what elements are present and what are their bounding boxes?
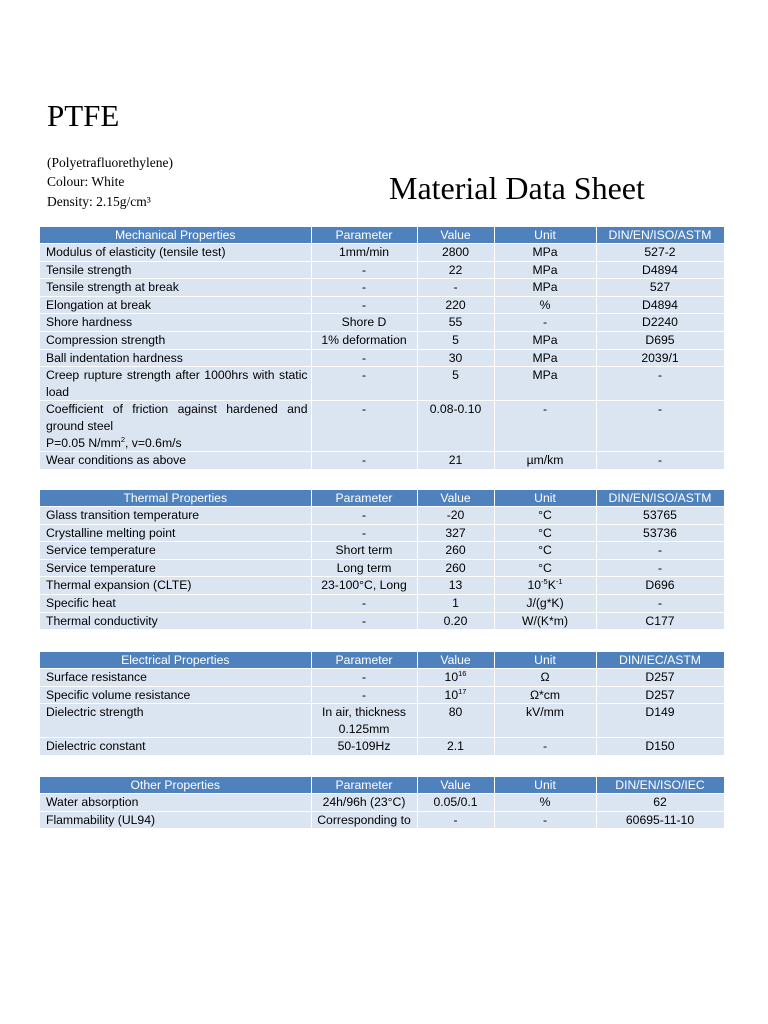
material-colour: Colour: White [47,174,125,189]
table-header-row [40,777,724,794]
value-cell: 0.08-0.10 [417,401,494,452]
standard-cell: D695 [596,331,724,349]
standard-cell: - [596,594,724,612]
unit-cell: Ω*cm [494,686,596,704]
parameter-cell: - [311,686,417,704]
column-header-parameter: Parameter [311,777,417,794]
standard-cell: D150 [596,738,724,755]
column-header-parameter: Parameter [311,227,417,244]
property-name: Surface resistance [40,669,311,687]
column-header-property: Thermal Properties [40,490,311,507]
table-row [40,669,724,687]
unit-cell: kV/mm [494,704,596,738]
table-row [40,296,724,314]
parameter-cell: - [311,612,417,629]
column-header-unit: Unit [494,227,596,244]
value-cell: 2800 [417,244,494,262]
property-name: Specific heat [40,594,311,612]
material-full-name: (Polyetrafluorethylene) [47,155,173,170]
column-header-value: Value [417,652,494,669]
unit-cell: Ω [494,669,596,687]
table-row [40,349,724,367]
table-row [40,279,724,297]
table-row [40,704,724,738]
parameter-cell: 1% deformation [311,331,417,349]
other-properties-table [40,777,725,828]
column-header-value: Value [417,777,494,794]
standard-cell: 53765 [596,507,724,525]
value-cell: - [417,811,494,828]
standard-cell: 53736 [596,524,724,542]
column-header-value: Value [417,490,494,507]
table-row [40,577,724,595]
unit-cell: °C [494,524,596,542]
value-cell: 5 [417,367,494,401]
property-name: Crystalline melting point [40,524,311,542]
column-header-standard: DIN/IEC/ASTM [596,652,724,669]
property-name: Water absorption [40,794,311,812]
standard-cell: D4894 [596,296,724,314]
value-cell: 5 [417,331,494,349]
property-name: Tensile strength at break [40,279,311,297]
value-cell: 30 [417,349,494,367]
property-name: Modulus of elasticity (tensile test) [40,244,311,262]
unit-cell: $10^{-5}K^{-1}$ [494,577,596,595]
unit-cell: - [494,401,596,452]
value-cell: $10^{17}$ [417,686,494,704]
parameter-cell: - [311,401,417,452]
property-name: Thermal expansion (CLTE) [40,577,311,595]
unit-cell: µm/km [494,452,596,469]
table-row [40,738,724,755]
unit-cell: - [494,738,596,755]
standard-cell: - [596,401,724,452]
parameter-cell: - [311,452,417,469]
standard-cell: C177 [596,612,724,629]
standard-cell: 62 [596,794,724,812]
unit-cell: % [494,794,596,812]
standard-cell: - [596,452,724,469]
parameter-cell: 1mm/min [311,244,417,262]
property-name [40,401,311,452]
parameter-cell: - [311,669,417,687]
unit-cell: MPa [494,279,596,297]
property-name: Elongation at break [40,296,311,314]
property-name: Specific volume resistance [40,686,311,704]
value-cell: 22 [417,261,494,279]
column-header-standard: DIN/EN/ISO/ASTM [596,490,724,507]
standard-cell: - [596,542,724,560]
property-name: Tensile strength [40,261,311,279]
table-row [40,811,724,828]
unit-cell: MPa [494,367,596,401]
standard-cell: - [596,559,724,577]
parameter-cell: - [311,594,417,612]
column-header-parameter: Parameter [311,652,417,669]
standard-cell: D2240 [596,314,724,332]
table-header-row [40,227,724,244]
value-cell: 0.05/0.1 [417,794,494,812]
table-header-row [40,652,724,669]
parameter-cell: Short term [311,542,417,560]
thermal-properties-table [40,490,725,629]
property-name: Service temperature [40,559,311,577]
standard-cell: - [596,367,724,401]
parameter-cell: - [311,507,417,525]
friction-conditions: P=0.05 $N/mm^2$, v=0.6m/s [46,434,182,450]
property-name: Dielectric strength [40,704,311,738]
value-cell: $10^{16}$ [417,669,494,687]
standard-cell: 2039/1 [596,349,724,367]
table-row [40,686,724,704]
unit-cell: MPa [494,349,596,367]
property-name: Dielectric constant [40,738,311,755]
unit-cell: J/(g*K) [494,594,596,612]
table-header-row [40,490,724,507]
parameter-cell: 50-109Hz [311,738,417,755]
value-cell: 327 [417,524,494,542]
column-header-unit: Unit [494,777,596,794]
standard-cell: D696 [596,577,724,595]
mechanical-properties-table [40,227,725,469]
material-density: Density: 2.15g/cm³ [47,194,151,209]
unit-cell: MPa [494,331,596,349]
parameter-cell: In air, thickness 0.125mm [311,704,417,738]
standard-cell: 60695-11-10 [596,811,724,828]
page-title: PTFE [47,98,120,133]
column-header-standard: DIN/EN/ISO/IEC [596,777,724,794]
unit-cell: °C [494,559,596,577]
property-name: Shore hardness [40,314,311,332]
property-name-text: Coefficient of friction against hardened and ground steel [46,402,308,433]
table-row [40,559,724,577]
standard-cell: 527-2 [596,244,724,262]
table-row [40,594,724,612]
parameter-cell: Corresponding to [311,811,417,828]
parameter-cell: - [311,524,417,542]
parameter-cell: - [311,349,417,367]
value-cell: 55 [417,314,494,332]
table-row [40,331,724,349]
parameter-cell: 24h/96h (23°C) [311,794,417,812]
column-header-value: Value [417,227,494,244]
unit-cell: - [494,314,596,332]
value-cell: 80 [417,704,494,738]
parameter-cell: - [311,279,417,297]
column-header-unit: Unit [494,490,596,507]
parameter-cell: Shore D [311,314,417,332]
property-name: Ball indentation hardness [40,349,311,367]
property-name: Creep rupture strength after 1000hrs with static load [40,367,311,401]
table-row [40,261,724,279]
property-name: Flammability (UL94) [40,811,311,828]
unit-cell: MPa [494,261,596,279]
unit-cell: - [494,811,596,828]
table-row [40,314,724,332]
value-cell: 260 [417,542,494,560]
standard-cell: 527 [596,279,724,297]
standard-cell: D257 [596,686,724,704]
parameter-cell: - [311,296,417,314]
value-cell: -20 [417,507,494,525]
table-row [40,367,724,401]
value-cell: 13 [417,577,494,595]
table-row [40,401,724,452]
table-row [40,524,724,542]
value-cell: 21 [417,452,494,469]
property-name: Wear conditions as above [40,452,311,469]
sheet-title: Material Data Sheet [389,170,645,206]
property-name: Thermal conductivity [40,612,311,629]
column-header-standard: DIN/EN/ISO/ASTM [596,227,724,244]
table-row [40,452,724,469]
value-cell: 0.20 [417,612,494,629]
parameter-cell: 23-100°C, Long [311,577,417,595]
table-row [40,244,724,262]
parameter-cell: - [311,367,417,401]
standard-cell: D149 [596,704,724,738]
value-cell: 260 [417,559,494,577]
table-row [40,507,724,525]
column-header-property: Other Properties [40,777,311,794]
unit-cell: °C [494,507,596,525]
unit-cell: W/(K*m) [494,612,596,629]
column-header-parameter: Parameter [311,490,417,507]
column-header-property: Electrical Properties [40,652,311,669]
value-cell: 220 [417,296,494,314]
standard-cell: D257 [596,669,724,687]
parameter-cell: - [311,261,417,279]
property-name: Service temperature [40,542,311,560]
table-row [40,612,724,629]
unit-cell: °C [494,542,596,560]
property-name: Glass transition temperature [40,507,311,525]
unit-cell: MPa [494,244,596,262]
table-row [40,542,724,560]
property-name: Compression strength [40,331,311,349]
unit-cell: % [494,296,596,314]
value-cell: 1 [417,594,494,612]
standard-cell: D4894 [596,261,724,279]
parameter-cell: Long term [311,559,417,577]
value-cell: 2.1 [417,738,494,755]
electrical-properties-table [40,652,725,755]
table-row [40,794,724,812]
value-cell: - [417,279,494,297]
column-header-property: Mechanical Properties [40,227,311,244]
column-header-unit: Unit [494,652,596,669]
